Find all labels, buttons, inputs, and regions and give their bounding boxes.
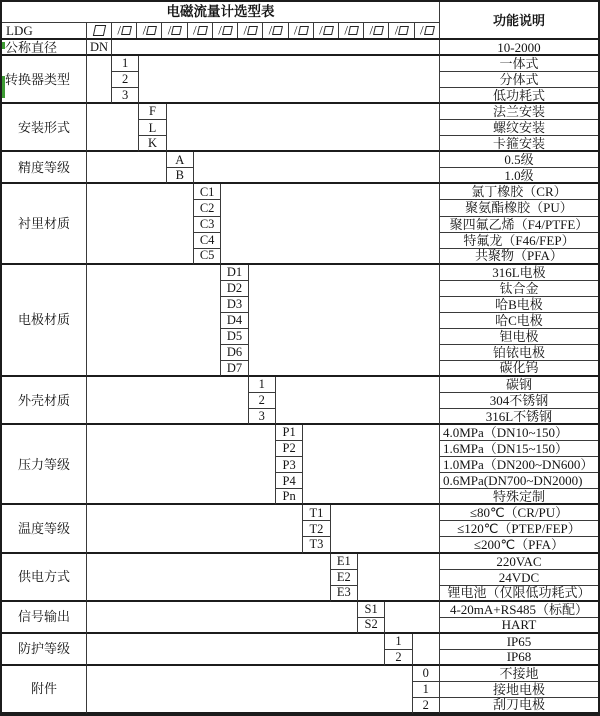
desc-cell: 锂电池（仅限低功耗式） <box>440 586 598 602</box>
desc-cell: 碳化钨 <box>440 361 598 377</box>
function-column-header: 功能说明 <box>440 2 598 40</box>
checkbox-square-icon <box>171 26 182 35</box>
model-slot <box>188 23 213 38</box>
desc-cell: 0.5级 <box>440 152 598 168</box>
desc-cell: 316L电极 <box>440 265 598 281</box>
table-title: 电磁流量计选型表 <box>2 2 440 23</box>
code-cell: D5 <box>221 329 248 345</box>
checkbox-square-icon <box>146 26 157 35</box>
model-slot <box>415 23 439 38</box>
desc-cell: 刮刀电极 <box>440 698 598 714</box>
code-cell: E1 <box>331 554 358 570</box>
code-cell: P2 <box>276 441 303 457</box>
slash-glyph: / <box>218 23 222 38</box>
desc-cell: ≤120℃（PTEP/FEP） <box>440 521 598 537</box>
code-cell: T2 <box>303 521 330 537</box>
model-slot <box>263 23 288 38</box>
code-cell: 2 <box>385 650 412 666</box>
code-cell: S2 <box>358 618 385 634</box>
model-slot <box>389 23 414 38</box>
checkbox-square-icon <box>222 26 233 35</box>
section-label: 防护等级 <box>2 634 87 666</box>
checkbox-square-icon <box>323 26 334 35</box>
desc-cell: 10-2000 <box>440 40 598 56</box>
code-cell: 3 <box>112 88 139 104</box>
desc-cell: 分体式 <box>440 72 598 88</box>
slash-glyph: / <box>117 23 121 38</box>
model-slot <box>289 23 314 38</box>
section-label: 外壳材质 <box>2 377 87 425</box>
desc-cell: 24VDC <box>440 570 598 586</box>
desc-cell: 特氟龙（F46/FEP） <box>440 233 598 249</box>
desc-cell: 哈C电极 <box>440 313 598 329</box>
slash-glyph: / <box>419 23 424 38</box>
slash-glyph: / <box>243 23 248 38</box>
slash-glyph: / <box>344 23 348 38</box>
model-slot <box>314 23 339 38</box>
code-cell: 2 <box>112 72 139 88</box>
desc-cell: 1.0级 <box>440 168 598 184</box>
checkbox-square-icon <box>92 25 105 36</box>
code-cell: S1 <box>358 602 385 618</box>
checkbox-square-icon <box>348 26 359 35</box>
filler-cell <box>249 265 440 377</box>
code-cell: P3 <box>276 457 303 473</box>
section-label: 公称直径 <box>2 40 87 56</box>
desc-cell: 220VAC <box>440 554 598 570</box>
desc-cell: 低功耗式 <box>440 88 598 104</box>
code-cell: L <box>139 120 166 136</box>
filler-cell <box>87 56 112 104</box>
section-label: 安装形式 <box>2 104 87 152</box>
code-cell: C4 <box>194 233 221 249</box>
filler-cell <box>87 265 221 377</box>
code-cell: E2 <box>331 570 358 586</box>
section-label: 衬里材质 <box>2 184 87 264</box>
desc-cell: 接地电极 <box>440 682 598 698</box>
filler-cell <box>331 505 440 553</box>
model-slot <box>137 23 162 38</box>
filler-cell <box>413 634 440 666</box>
desc-cell: 不接地 <box>440 666 598 682</box>
desc-cell: 哈B电极 <box>440 297 598 313</box>
section-label: 精度等级 <box>2 152 87 184</box>
desc-cell: 聚氨酯橡胶（PU） <box>440 200 598 216</box>
filler-cell <box>112 40 440 56</box>
desc-cell: 4-20mA+RS485（标配） <box>440 602 598 618</box>
filler-cell <box>87 104 139 152</box>
code-cell: 1 <box>385 634 412 650</box>
code-cell: D7 <box>221 361 248 377</box>
slash-glyph: / <box>369 23 374 38</box>
desc-cell: 铂铱电极 <box>440 345 598 361</box>
filler-cell <box>87 602 358 634</box>
slash-glyph: / <box>319 23 323 38</box>
slash-glyph: / <box>268 23 273 38</box>
section-label: 温度等级 <box>2 505 87 553</box>
filler-cell <box>87 634 385 666</box>
checkbox-square-icon <box>272 26 283 35</box>
code-cell: 1 <box>112 56 139 72</box>
code-cell: K <box>139 136 166 152</box>
checkbox-square-icon <box>247 26 258 35</box>
model-slot <box>112 23 137 38</box>
filler-cell <box>87 554 331 602</box>
filler-cell <box>276 377 440 425</box>
model-code-slots <box>112 23 440 40</box>
checkbox-square-icon <box>197 26 208 35</box>
selection-table <box>2 2 598 714</box>
desc-cell: 卡箍安装 <box>440 136 598 152</box>
filler-cell <box>87 377 249 425</box>
desc-cell: 氯丁橡胶（CR） <box>440 184 598 200</box>
checkbox-square-icon <box>373 26 384 35</box>
section-label: 电极材质 <box>2 265 87 377</box>
code-cell: D1 <box>221 265 248 281</box>
model-slot <box>213 23 238 38</box>
code-cell: B <box>167 168 194 184</box>
filler-cell <box>221 184 440 264</box>
filler-cell <box>139 56 440 104</box>
model-slot <box>339 23 364 38</box>
desc-cell: IP68 <box>440 650 598 666</box>
slash-glyph: / <box>142 23 147 38</box>
checkbox-square-icon <box>298 26 309 35</box>
filler-cell <box>87 425 276 505</box>
filler-cell <box>87 184 194 264</box>
desc-cell: 聚四氟乙烯（F4/PTFE） <box>440 217 598 233</box>
code-cell: T1 <box>303 505 330 521</box>
code-cell: C2 <box>194 200 221 216</box>
slash-glyph: / <box>293 23 298 38</box>
desc-cell: IP65 <box>440 634 598 650</box>
filler-cell <box>87 152 167 184</box>
code-cell: A <box>167 152 194 168</box>
checkbox-square-icon <box>424 26 435 35</box>
filler-cell <box>87 666 413 714</box>
code-cell: F <box>139 104 166 120</box>
code-cell: 1 <box>413 682 440 698</box>
section-label: 压力等级 <box>2 425 87 505</box>
desc-cell: ≤80℃（CR/PU） <box>440 505 598 521</box>
checkbox-square-icon <box>398 26 409 35</box>
filler-cell <box>358 554 440 602</box>
desc-cell: 螺纹安装 <box>440 120 598 136</box>
desc-cell: 法兰安装 <box>440 104 598 120</box>
desc-cell: 一体式 <box>440 56 598 72</box>
filler-cell <box>167 104 440 152</box>
code-cell: D4 <box>221 313 248 329</box>
code-cell: 1 <box>249 377 276 393</box>
code-cell: Pn <box>276 489 303 505</box>
desc-cell: 碳钢 <box>440 377 598 393</box>
code-cell: C3 <box>194 217 221 233</box>
code-cell: DN <box>87 40 112 56</box>
code-cell: T3 <box>303 537 330 553</box>
model-slot <box>238 23 263 38</box>
code-cell: 2 <box>413 698 440 714</box>
desc-cell: HART <box>440 618 598 634</box>
code-cell: C1 <box>194 184 221 200</box>
section-label: 信号输出 <box>2 602 87 634</box>
slash-glyph: / <box>394 23 399 38</box>
code-cell: E3 <box>331 586 358 602</box>
desc-cell: 共聚物（PFA） <box>440 249 598 265</box>
section-label: 转换器类型 <box>2 56 87 104</box>
filler-cell <box>303 425 440 505</box>
desc-cell: 4.0MPa（DN10~150） <box>440 425 598 441</box>
code-cell: P1 <box>276 425 303 441</box>
code-cell: 0 <box>413 666 440 682</box>
desc-cell: 1.0MPa（DN200~DN600） <box>440 457 598 473</box>
filler-cell <box>194 152 440 184</box>
checkbox-square-icon <box>121 26 132 35</box>
filler-cell <box>385 602 440 634</box>
code-cell: P4 <box>276 473 303 489</box>
code-cell: 2 <box>249 393 276 409</box>
section-label: 附件 <box>2 666 87 714</box>
desc-cell: 304不锈钢 <box>440 393 598 409</box>
model-prefix: LDG <box>2 23 87 40</box>
code-cell: C5 <box>194 249 221 265</box>
desc-cell: 0.6MPa(DN700~DN2000) <box>440 473 598 489</box>
slash-glyph: / <box>167 23 172 38</box>
desc-cell: 1.6MPa（DN15~150） <box>440 441 598 457</box>
model-slot <box>162 23 187 38</box>
code-cell: D3 <box>221 297 248 313</box>
code-cell: 3 <box>249 409 276 425</box>
code-cell: D6 <box>221 345 248 361</box>
filler-cell <box>87 505 303 553</box>
desc-cell: 316L不锈钢 <box>440 409 598 425</box>
desc-cell: ≤200℃（PFA） <box>440 537 598 553</box>
model-slot <box>364 23 389 38</box>
model-first-box-cell <box>87 23 112 40</box>
code-cell: D2 <box>221 281 248 297</box>
desc-cell: 钛合金 <box>440 281 598 297</box>
desc-cell: 钽电极 <box>440 329 598 345</box>
slash-glyph: / <box>193 23 197 38</box>
section-label: 供电方式 <box>2 554 87 602</box>
desc-cell: 特殊定制 <box>440 489 598 505</box>
